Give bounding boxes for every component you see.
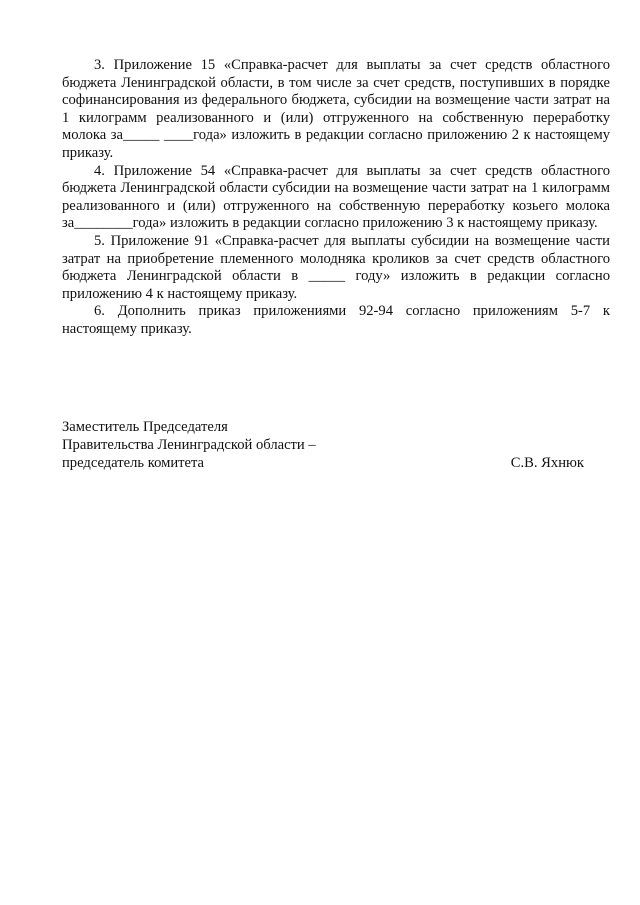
paragraph-item-5: 5. Приложение 91 «Справка-расчет для выплаты субсидии на возмещение части затрат на приобретение племенного молодняка кроликов за счет средств областного бюджета Ленинградской области в _____ году» изложить в редакции согласно приложению 4 к настоящему приказу. [62,232,610,302]
signatory-title-line-2: Правительства Ленинградской области – [62,437,316,453]
signature-block [62,418,610,472]
signatory-title-line-1: Заместитель Председателя [62,419,228,435]
paragraph-item-4: 4. Приложение 54 «Справка-расчет для выплаты за счет средств областного бюджета Ленинградской области субсидии на возмещение части затрат на 1 килограмм реализованного и (или) отгруженного на собственную переработку козьего молока за________года» изложить в редакции согласно приложению 3 к настоящему приказу. [62,162,610,232]
paragraph-item-3: 3. Приложение 15 «Справка-расчет для выплаты за счет средств областного бюджета Ленинградской области, в том числе за счет средств, поступивших в порядке софинансирования из федерального бюджета, субсидии на возмещение части затрат на 1 килограмм реализованного и (или) отгруженного на собственную переработку молока за_____ ____года» изложить в редакции согласно приложению 2 к настоящему приказу. [62,57,610,161]
signatory-title-line-3: председатель комитета [62,455,205,471]
document-body [62,57,610,339]
signatory-name: С.В. Яхнюк [510,455,584,471]
paragraph-item-6: 6. Дополнить приказ приложениями 92-94 согласно приложениям 5-7 к настоящему приказу. [62,303,610,337]
